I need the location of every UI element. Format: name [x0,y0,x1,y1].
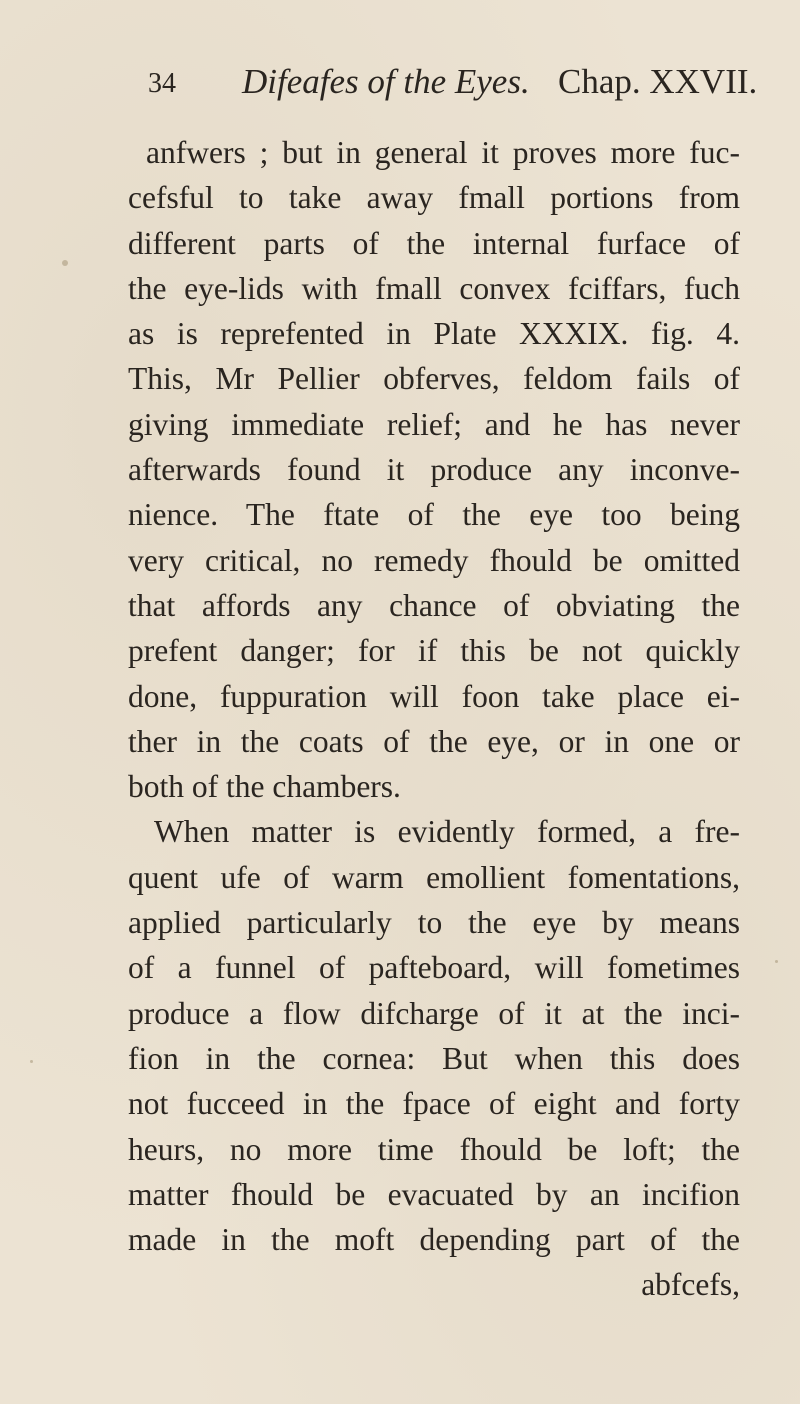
text-line: This, Mr Pellier obferves, feldom fails of [128,361,740,397]
text-line: very critical, no remedy fhould be omitted [128,542,740,578]
text-line: of a funnel of pafteboard, will fometimes [128,950,740,986]
text-line: applied particularly to the eye by means [128,905,740,941]
text-line: that affords any chance of obviating the [128,587,740,623]
text-line: giving immediate relief; and he has never [128,406,740,442]
text-line: prefent danger; for if this be not quickly [128,633,740,669]
text-line: not fucceed in the fpace of eight and forty [128,1086,740,1122]
page-number: 34 [148,68,176,99]
chapter-label: Chap. XXVII. [558,62,758,101]
text-line: ther in the coats of the eye, or in one or [128,723,740,759]
text-line: both of the chambers. [128,769,401,805]
paper-speck [62,260,68,266]
text-line: produce a flow difcharge of it at the inci- [128,995,740,1031]
text-line: as is reprefented in Plate XXXIX. fig. 4. [128,316,740,352]
body-text [128,130,740,1308]
running-head [148,62,768,118]
text-line: different parts of the internal furface of [128,225,740,261]
text-line: done, fuppuration will foon take place ei- [128,678,740,714]
paper-speck [30,1060,33,1063]
text-line: heurs, no more time fhould be loft; the [128,1131,740,1167]
text-line: the eye-lids with fmall convex fciffars, fuch [128,270,740,306]
text-line: anfwers ; but in general it proves more fuc- [146,135,740,170]
text-line: made in the moft depending part of the [128,1222,740,1258]
text-line: When matter is evidently formed, a fre- [154,814,740,850]
text-line: cefsful to take away fmall portions from [128,180,740,216]
text-line: nience. The ftate of the eye too being [128,497,740,533]
running-title: Difeafes of the Eyes. [242,62,530,101]
paper-speck [775,960,778,963]
text-line: fion in the cornea: But when this does [128,1040,740,1076]
text-line: matter fhould be evacuated by an incifion [128,1176,740,1212]
text-line: quent ufe of warm emollient fomentations, [128,859,740,895]
text-line: afterwards found it produce any inconve- [128,452,740,488]
catchword: abfcefs, [641,1267,740,1303]
